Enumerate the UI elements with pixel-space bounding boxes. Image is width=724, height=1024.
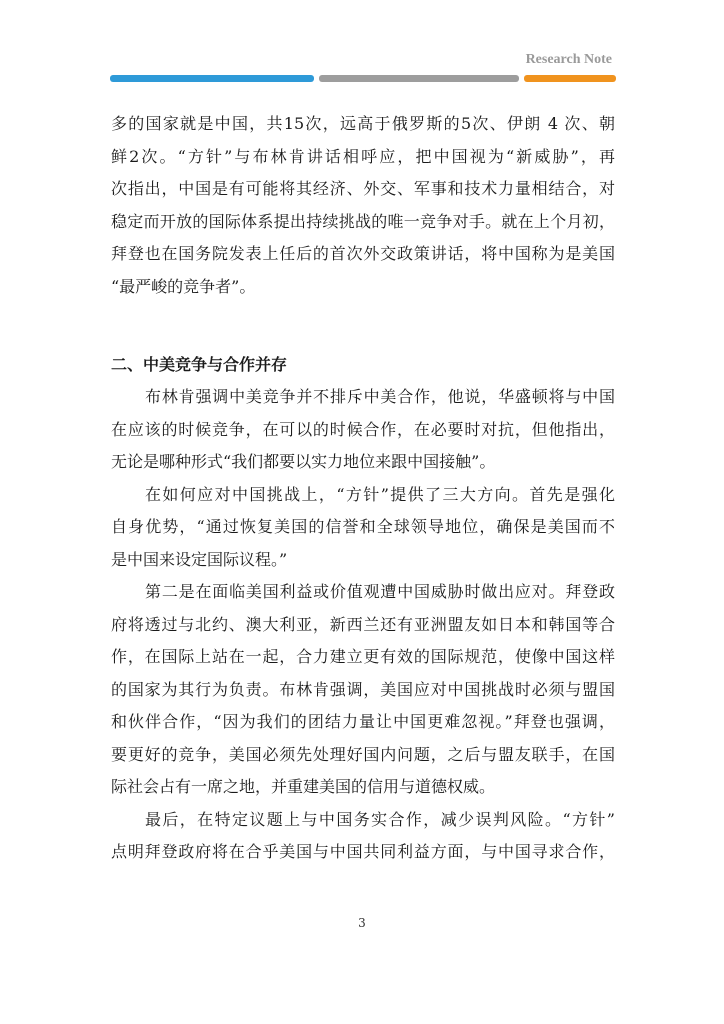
- paragraph-line: 是中国来设定国际议程。”: [111, 549, 288, 569]
- header-label: Research Note: [525, 52, 612, 67]
- section-heading: 二、中美竞争与合作并存: [111, 355, 288, 374]
- paragraph-3: [111, 479, 615, 577]
- paragraph-line: 稳定而开放的国际体系提出持续挑战的唯一竞争对手。就在上个月初，: [111, 211, 615, 231]
- paragraph-line: 鲜2次。“方针”与布林肯讲话相呼应，把中国视为“新威胁”，再: [111, 146, 615, 166]
- paragraph-line: 最后，在特定议题上与中国务实合作，减少误判风险。“方针”: [145, 809, 615, 829]
- paragraph-line: 要更好的竞争，美国必须先处理好国内问题，之后与盟友联手，在国: [111, 744, 615, 764]
- paragraph-line: 第二是在面临美国利益或价值观遭中国威胁时做出应对。拜登政: [145, 582, 615, 601]
- paragraph-line: 际社会占有一席之地，并重建美国的信用与道德权威。: [111, 777, 496, 796]
- section-spacer: [111, 303, 615, 349]
- paragraph-5: [111, 804, 615, 869]
- header-bar-orange: [524, 75, 616, 82]
- paragraph-line: 次指出，中国是有可能将其经济、外交、军事和技术力量相结合，对: [111, 179, 615, 198]
- header-bar-blue: [110, 75, 314, 82]
- paragraph-line: 无论是哪种形式“我们都要以实力地位来跟中国接触”。: [111, 452, 496, 471]
- paragraph-1: [111, 108, 615, 303]
- paragraph-line: 在如何应对中国挑战上，“方针”提供了三大方向。首先是强化: [145, 484, 615, 504]
- header-bar-gray: [319, 75, 519, 82]
- paragraph-line: 和伙伴合作，“因为我们的团结力量让中国更难忽视。”拜登也强调，: [111, 712, 615, 731]
- document-body: [111, 108, 615, 869]
- paragraph-line: 的国家为其行为负责。布林肯强调，美国应对中国挑战时必须与盟国: [111, 679, 615, 699]
- page-number: 3: [358, 916, 366, 930]
- paragraph-4: [111, 576, 615, 804]
- paragraph-line: 自身优势，“通过恢复美国的信誉和全球领导地位，确保是美国而不: [111, 517, 615, 536]
- paragraph-line: 作，在国际上站在一起，合力建立更有效的国际规范，使像中国这样: [111, 647, 615, 666]
- paragraph-line: 拜登也在国务院发表上任后的首次外交政策讲话，将中国称为是美国: [111, 244, 615, 263]
- paragraph-line: 在应该的时候竞争，在可以的时候合作，在必要时对抗，但他指出，: [111, 419, 615, 439]
- paragraph-line: 点明拜登政府将在合乎美国与中国共同利益方面，与中国寻求合作，: [111, 842, 615, 861]
- paragraph-2: [111, 381, 615, 479]
- paragraph-line: 多的国家就是中国，共15次，远高于俄罗斯的5次、伊朗 4 次、朝: [111, 114, 615, 133]
- paragraph-line: 布林肯强调中美竞争并不排斥中美合作，他说，华盛顿将与中国: [145, 387, 615, 406]
- header-color-bars: [110, 75, 616, 83]
- paragraph-line: “最严峻的竞争者”。: [111, 276, 256, 296]
- paragraph-line: 府将透过与北约、澳大利亚，新西兰还有亚洲盟友如日本和韩国等合: [111, 614, 615, 634]
